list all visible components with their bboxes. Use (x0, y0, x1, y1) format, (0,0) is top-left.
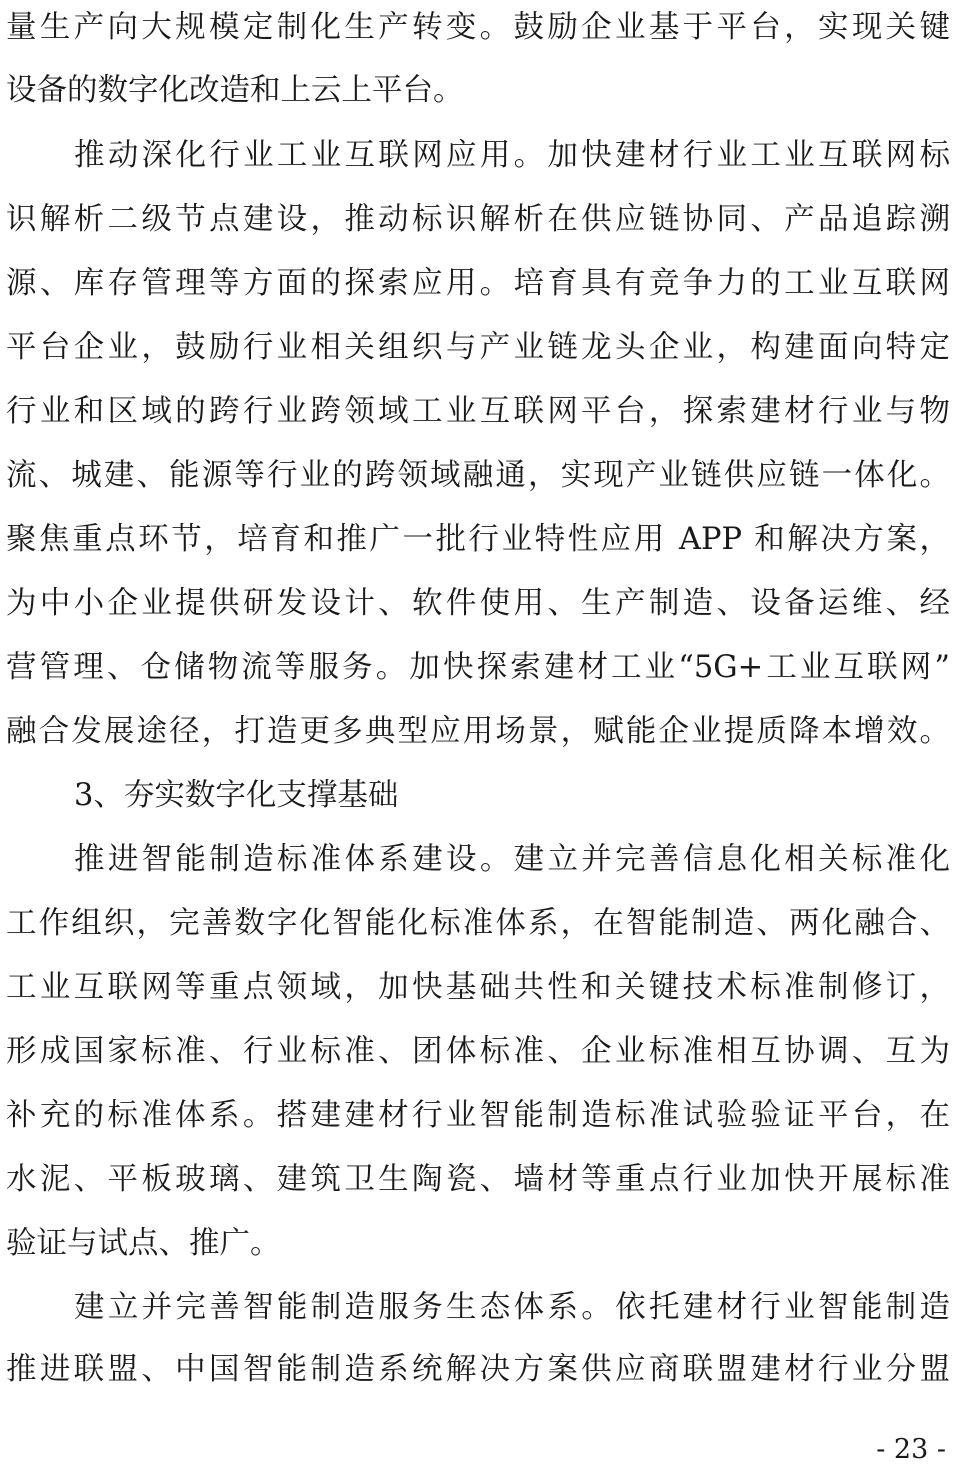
text-line-21: 建立并完善智能制造服务生态体系。依托建材行业智能制造 (74, 1290, 950, 1325)
text-line-22: 推进联盟、中国智能制造系统解决方案供应商联盟建材行业分盟 (6, 1352, 950, 1387)
text-line-10: 为中小企业提供研发设计、软件使用、生产制造、设备运维、经 (6, 586, 950, 621)
section-heading: 3、夯实数字化支撑基础 (74, 778, 399, 813)
text-line-19: 水泥、平板玻璃、建筑卫生陶瓷、墙材等重点行业加快开展标准 (6, 1162, 950, 1197)
text-line-14: 推进智能制造标准体系建设。建立并完善信息化相关标准化 (74, 842, 950, 877)
text-line-15: 工作组织，完善数字化智能化标准体系，在智能制造、两化融合、 (6, 906, 950, 941)
text-line-16: 工业互联网等重点领域，加快基础共性和关键技术标准制修订， (6, 970, 950, 1005)
text-line-1: 量生产向大规模定制化生产转变。鼓励企业基于平台，实现关键 (6, 10, 950, 45)
page-number: - 23 - (876, 1434, 946, 1465)
text-line-11: 营管理、仓储物流等服务。加快探索建材工业“5G+工业互联网” (6, 650, 950, 685)
text-line-20: 验证与试点、推广。 (6, 1226, 281, 1261)
text-line-7: 行业和区域的跨行业跨领域工业互联网平台，探索建材行业与物 (6, 394, 950, 429)
text-line-18: 补充的标准体系。搭建建材行业智能制造标准试验验证平台，在 (6, 1098, 950, 1133)
text-line-9: 聚焦重点环节，培育和推广一批行业特性应用 APP 和解决方案， (6, 522, 950, 557)
text-line-12: 融合发展途径，打造更多典型应用场景，赋能企业提质降本增效。 (6, 714, 950, 749)
text-line-17: 形成国家标准、行业标准、团体标准、企业标准相互协调、互为 (6, 1034, 950, 1069)
text-line-4: 识解析二级节点建设，推动标识解析在供应链协同、产品追踪溯 (6, 202, 950, 237)
text-line-8: 流、城建、能源等行业的跨领域融通，实现产业链供应链一体化。 (6, 458, 950, 493)
text-line-6: 平台企业，鼓励行业相关组织与产业链龙头企业，构建面向特定 (6, 330, 950, 365)
text-line-2: 设备的数字化改造和上云上平台。 (6, 73, 464, 108)
text-line-3: 推动深化行业工业互联网应用。加快建材行业工业互联网标 (74, 138, 950, 173)
text-line-5: 源、库存管理等方面的探索应用。培育具有竞争力的工业互联网 (6, 266, 950, 301)
